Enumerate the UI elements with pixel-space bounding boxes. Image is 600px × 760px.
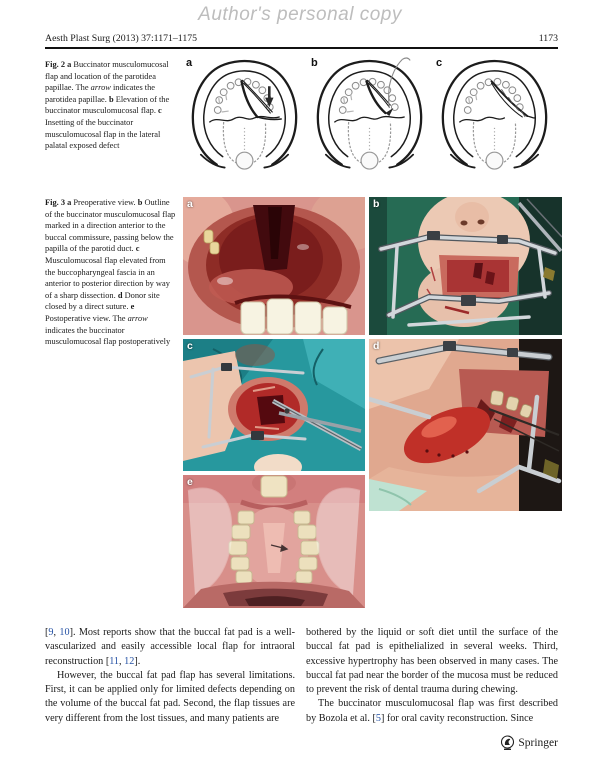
text-segment: Preoperative view. bbox=[71, 198, 138, 207]
springer-horse-icon bbox=[500, 735, 515, 751]
body-paragraph bbox=[45, 626, 295, 669]
preoperative-mouth-photo bbox=[183, 197, 365, 335]
text-segment: e bbox=[130, 302, 135, 312]
figure3-photo-e bbox=[183, 475, 365, 608]
text-segment: bothered by the liquid or soft diet until the surface of the buccal fat pad is epithelialized in several weeks. Third, excessive hypertrophy has been observed in many cases. The buccal fat pad near the border of the mucosa must be reduced to prevent the risk of dental trauma during chewing. bbox=[306, 627, 558, 696]
panel-label: d bbox=[373, 340, 380, 352]
panel-label: c bbox=[187, 340, 193, 352]
citation-link[interactable]: 9 bbox=[48, 627, 54, 638]
panel-label: e bbox=[187, 476, 193, 488]
figure3-caption bbox=[45, 197, 178, 348]
figure2-panel-c bbox=[435, 56, 554, 174]
figure3-photo-d bbox=[369, 339, 562, 511]
text-segment: Insetting of the buccinator musculomucosal flap in the lateral palatal exposed defect bbox=[45, 117, 161, 151]
citation-link[interactable]: 11 bbox=[109, 655, 120, 667]
text-segment: ] for oral cavity reconstruction. Since bbox=[380, 712, 534, 724]
publisher-name: Springer bbox=[518, 737, 558, 749]
text-segment: d bbox=[117, 290, 123, 300]
oral-cavity-diagram-a bbox=[185, 56, 304, 174]
publisher-logo bbox=[500, 735, 558, 751]
panel-label: a bbox=[187, 198, 193, 210]
text-segment: However, the buccal fat pad flap has several limitations. First, it can be applied only for limited defects depending on the volume of the buccal fat pad. Second, the flap tissues are very different from the lost tissues, and many patients are bbox=[45, 669, 295, 724]
figure2-panel-b bbox=[310, 56, 429, 174]
body-paragraph bbox=[45, 669, 295, 726]
text-segment: , bbox=[119, 655, 125, 667]
text-segment: Postoperative view. The bbox=[45, 313, 128, 323]
journal-reference: Aesth Plast Surg (2013) 37:1171–1175 bbox=[45, 33, 198, 44]
panel-label: c bbox=[436, 57, 443, 69]
text-segment: Buccinator musculomucosal flap and location of the parotidea papillae. The bbox=[45, 60, 169, 93]
body-paragraph bbox=[306, 626, 558, 697]
body-paragraph bbox=[306, 697, 558, 726]
body-column-right bbox=[306, 626, 558, 726]
flap-elevation-photo bbox=[183, 339, 365, 471]
panel-label: b bbox=[373, 198, 380, 210]
text-segment: Donor site closed by a direct suture. bbox=[45, 290, 160, 312]
citation-link[interactable]: 5 bbox=[375, 712, 381, 724]
text-segment: The buccinator musculomucosal flap was first described by Bozola et al. [ bbox=[306, 698, 558, 724]
text-segment: Elevation of the buccinator musculomucosal flap. bbox=[45, 94, 170, 116]
text-segment: ]. bbox=[134, 655, 141, 667]
panel-label: a bbox=[186, 57, 193, 69]
text-segment: [ bbox=[45, 627, 49, 638]
figure3-photos bbox=[183, 197, 562, 609]
oral-cavity-diagram-c bbox=[435, 56, 554, 174]
panel-label: b bbox=[311, 57, 318, 69]
citation-link[interactable]: 10 bbox=[59, 627, 70, 638]
surgical-retractor-photo bbox=[369, 197, 562, 335]
figure2-panel-a bbox=[185, 56, 304, 174]
watermark: Author's personal copy bbox=[198, 4, 402, 25]
text-segment: Fig. 3 bbox=[45, 198, 66, 207]
citation-link[interactable]: 12 bbox=[124, 655, 135, 667]
text-segment: arrow bbox=[127, 313, 148, 323]
figure3-photo-c bbox=[183, 339, 365, 471]
text-segment: b bbox=[137, 198, 143, 207]
text-segment: a bbox=[67, 60, 72, 69]
text-segment: ]. Most reports show that the buccal fat pad is a well-vascularized and easily accessible local flap for intraoral reconstruction [ bbox=[45, 627, 295, 667]
body-column-left bbox=[45, 626, 295, 726]
text-segment: Fig. 2 bbox=[45, 60, 66, 69]
figure3-photo-b bbox=[369, 197, 562, 335]
figure3-photo-a bbox=[183, 197, 365, 335]
text-segment: indicates the parotidea papillae. bbox=[45, 83, 156, 104]
figure2-panels bbox=[185, 56, 554, 174]
page-number: 1173 bbox=[538, 33, 558, 44]
oral-cavity-diagram-b bbox=[310, 56, 429, 174]
flap-closeup-photo bbox=[369, 339, 562, 511]
text-segment: , bbox=[53, 627, 60, 638]
text-segment: Musculomucosal flap elevated from the buccopharyngeal fascia in an anterior to posterior direction by way of a sharp dissection. bbox=[45, 255, 170, 300]
text-segment: arrow bbox=[90, 83, 111, 93]
text-segment: Outline of the buccinator musculomucosal flap marked in a direction anterior to the buccal commissure, passing below the papilla of the parotid duct. bbox=[45, 198, 176, 254]
text-segment: indicates the buccinator musculomucosal flap postoperatively bbox=[45, 325, 171, 347]
text-segment: a bbox=[67, 198, 72, 207]
header-rule bbox=[45, 47, 558, 49]
postoperative-mouth-photo bbox=[183, 475, 365, 608]
text-segment: c bbox=[158, 106, 162, 116]
figure2-caption bbox=[45, 59, 176, 152]
text-segment: c bbox=[135, 244, 140, 254]
text-segment: b bbox=[108, 94, 114, 104]
